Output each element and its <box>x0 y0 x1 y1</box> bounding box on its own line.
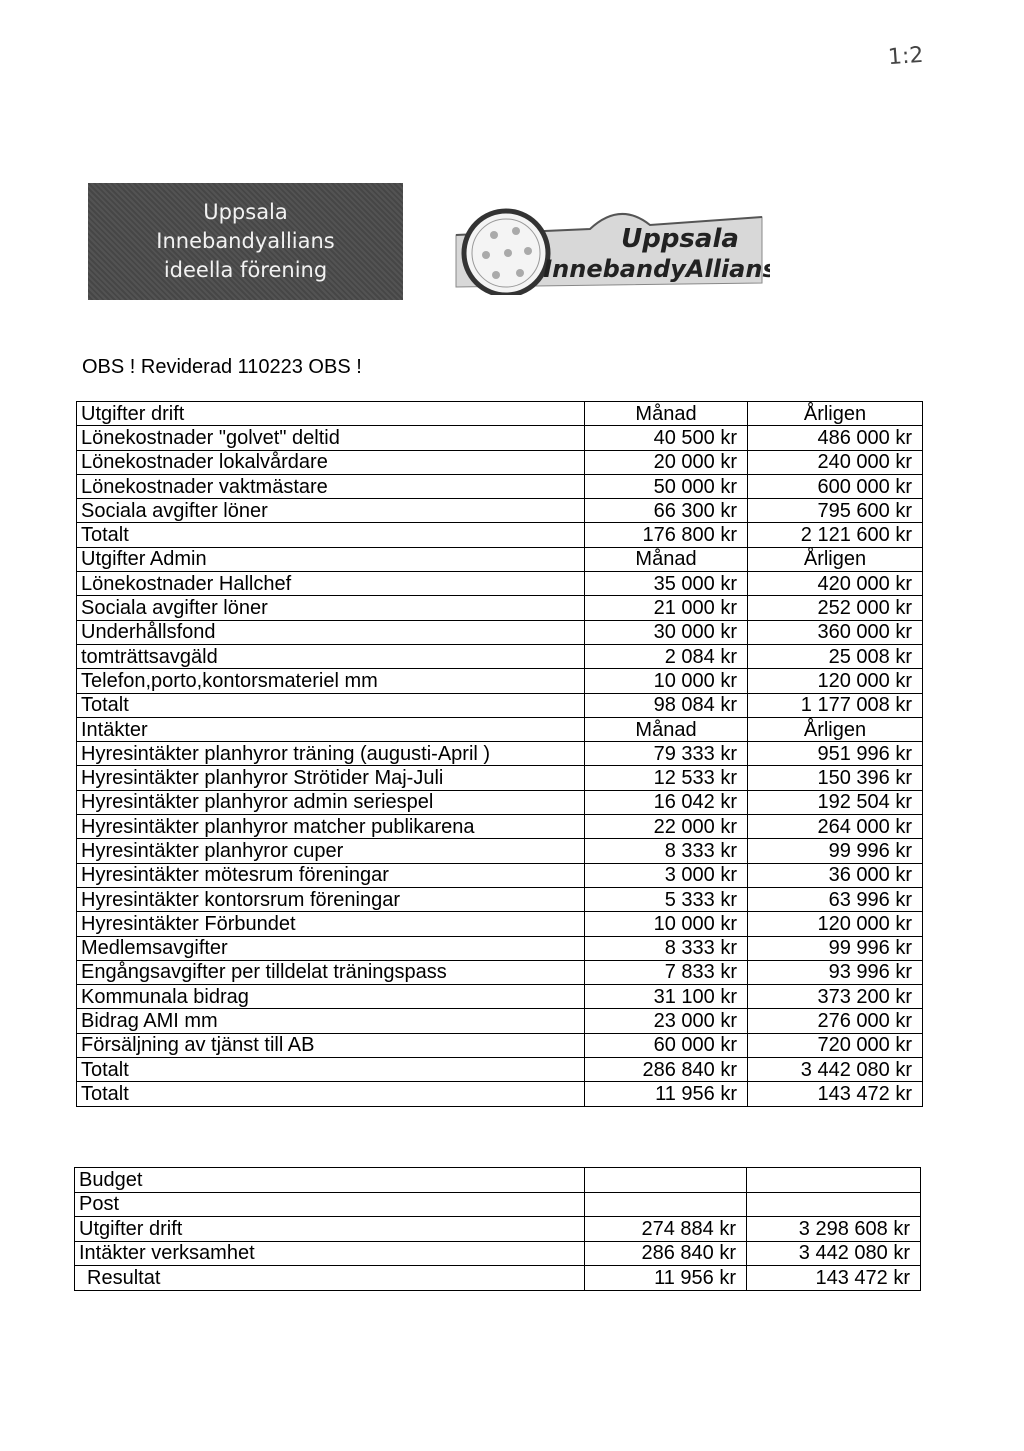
row-monthly: 23 000 kr <box>585 1009 748 1033</box>
budget-row-yearly: 3 298 608 kr <box>747 1217 921 1242</box>
total-row-monthly: 176 800 kr <box>585 523 748 547</box>
row-monthly: 79 333 kr <box>585 742 748 766</box>
table-row <box>77 815 923 839</box>
budget-result-yearly: 143 472 kr <box>747 1266 921 1291</box>
header-row-label: Intäkter <box>77 717 585 741</box>
total-row-yearly: 143 472 kr <box>748 1082 923 1106</box>
table-row <box>77 620 923 644</box>
budget-row-label: Utgifter drift <box>75 1217 585 1242</box>
row-label: Försäljning av tjänst till AB <box>77 1033 585 1057</box>
row-monthly: 22 000 kr <box>585 815 748 839</box>
budget-result-row <box>75 1266 921 1291</box>
row-yearly: 99 996 kr <box>748 839 923 863</box>
row-monthly: 12 533 kr <box>585 766 748 790</box>
row-yearly: 240 000 kr <box>748 450 923 474</box>
row-label: Telefon,porto,kontorsmateriel mm <box>77 669 585 693</box>
table-row <box>77 985 923 1009</box>
row-yearly: 252 000 kr <box>748 596 923 620</box>
row-label: Hyresintäkter planhyror Strötider Maj-Juli <box>77 766 585 790</box>
row-monthly: 50 000 kr <box>585 474 748 498</box>
table-row <box>77 790 923 814</box>
row-monthly: 60 000 kr <box>585 1033 748 1057</box>
budget-post-row <box>75 1192 921 1217</box>
row-monthly: 10 000 kr <box>585 669 748 693</box>
header-row-yearly: Årligen <box>748 717 923 741</box>
row-yearly: 120 000 kr <box>748 669 923 693</box>
row-monthly: 2 084 kr <box>585 644 748 668</box>
budget-title: Budget <box>75 1168 585 1193</box>
table-row <box>77 644 923 668</box>
row-monthly: 8 333 kr <box>585 936 748 960</box>
budget-row <box>75 1217 921 1242</box>
row-label: Lönekostnader Hallchef <box>77 572 585 596</box>
header-row-yearly: Årligen <box>748 547 923 571</box>
budget-post-label: Post <box>75 1192 585 1217</box>
table-row <box>77 742 923 766</box>
table-row <box>77 1033 923 1057</box>
row-yearly: 25 008 kr <box>748 644 923 668</box>
table-row <box>77 450 923 474</box>
row-yearly: 600 000 kr <box>748 474 923 498</box>
header-row-yearly: Årligen <box>748 402 923 426</box>
row-label: Engångsavgifter per tilldelat träningspass <box>77 960 585 984</box>
row-monthly: 20 000 kr <box>585 450 748 474</box>
header-row-label: Utgifter drift <box>77 402 585 426</box>
revision-notice: OBS ! Reviderad 110223 OBS ! <box>82 356 362 378</box>
total-row-monthly: 98 084 kr <box>585 693 748 717</box>
row-yearly: 486 000 kr <box>748 426 923 450</box>
row-monthly: 7 833 kr <box>585 960 748 984</box>
table-row <box>77 1009 923 1033</box>
row-yearly: 276 000 kr <box>748 1009 923 1033</box>
budget-row-label: Intäkter verksamhet <box>75 1241 585 1266</box>
row-monthly: 8 333 kr <box>585 839 748 863</box>
row-yearly: 36 000 kr <box>748 863 923 887</box>
row-label: tomträttsavgäld <box>77 644 585 668</box>
row-yearly: 420 000 kr <box>748 572 923 596</box>
row-label: Hyresintäkter planhyror cuper <box>77 839 585 863</box>
row-label: Hyresintäkter kontorsrum föreningar <box>77 887 585 911</box>
row-yearly: 93 996 kr <box>748 960 923 984</box>
row-monthly: 30 000 kr <box>585 620 748 644</box>
row-label: Kommunala bidrag <box>77 985 585 1009</box>
row-yearly: 360 000 kr <box>748 620 923 644</box>
row-yearly: 192 504 kr <box>748 790 923 814</box>
header-row-label: Utgifter Admin <box>77 547 585 571</box>
logo-line-1: Uppsala <box>203 200 288 224</box>
row-monthly: 5 333 kr <box>585 887 748 911</box>
row-monthly: 21 000 kr <box>585 596 748 620</box>
section-header-row <box>77 547 923 571</box>
budget-title-row <box>75 1168 921 1193</box>
cost-income-table <box>76 401 923 1107</box>
budget-result-monthly: 11 956 kr <box>585 1266 747 1291</box>
table-row <box>77 960 923 984</box>
row-monthly: 10 000 kr <box>585 912 748 936</box>
row-yearly: 264 000 kr <box>748 815 923 839</box>
row-monthly: 3 000 kr <box>585 863 748 887</box>
budget-row <box>75 1241 921 1266</box>
section-total-row <box>77 693 923 717</box>
total-row-yearly: 3 442 080 kr <box>748 1058 923 1082</box>
row-monthly: 31 100 kr <box>585 985 748 1009</box>
logo-line-3: ideella förening <box>163 258 328 282</box>
budget-row-monthly: 274 884 kr <box>585 1217 747 1242</box>
table-row <box>77 766 923 790</box>
header-row-monthly: Månad <box>585 717 748 741</box>
section-total-row <box>77 1082 923 1106</box>
row-yearly: 795 600 kr <box>748 499 923 523</box>
row-yearly: 720 000 kr <box>748 1033 923 1057</box>
handwritten-page-note: 1:2 <box>887 42 925 71</box>
row-label: Hyresintäkter planhyror admin seriespel <box>77 790 585 814</box>
budget-row-monthly: 286 840 kr <box>585 1241 747 1266</box>
innebandy-allians-logo <box>450 195 770 295</box>
row-yearly: 951 996 kr <box>748 742 923 766</box>
total-row-yearly: 2 121 600 kr <box>748 523 923 547</box>
row-monthly: 40 500 kr <box>585 426 748 450</box>
logo-line-2: Innebandyallians <box>156 229 335 253</box>
row-yearly: 99 996 kr <box>748 936 923 960</box>
section-header-row <box>77 402 923 426</box>
logo-word-innebandyallians: InnebandyAllians <box>543 255 770 283</box>
logo-word-uppsala: Uppsala <box>621 224 739 254</box>
row-yearly: 120 000 kr <box>748 912 923 936</box>
budget-result-label: Resultat <box>75 1266 585 1291</box>
total-row-label: Totalt <box>77 693 585 717</box>
table-row <box>77 596 923 620</box>
table-row <box>77 572 923 596</box>
row-label: Sociala avgifter löner <box>77 596 585 620</box>
row-label: Hyresintäkter planhyror matcher publikarena <box>77 815 585 839</box>
association-logo-box <box>88 183 403 300</box>
row-label: Hyresintäkter mötesrum föreningar <box>77 863 585 887</box>
total-row-label: Totalt <box>77 1082 585 1106</box>
row-label: Lönekostnader lokalvårdare <box>77 450 585 474</box>
table-row <box>77 669 923 693</box>
budget-summary-table <box>74 1167 921 1291</box>
table-row <box>77 863 923 887</box>
section-total-row <box>77 1058 923 1082</box>
total-row-monthly: 286 840 kr <box>585 1058 748 1082</box>
row-label: Lönekostnader "golvet" deltid <box>77 426 585 450</box>
header-row-monthly: Månad <box>585 547 748 571</box>
row-label: Lönekostnader vaktmästare <box>77 474 585 498</box>
row-yearly: 373 200 kr <box>748 985 923 1009</box>
row-yearly: 150 396 kr <box>748 766 923 790</box>
header-row-monthly: Månad <box>585 402 748 426</box>
table-row <box>77 887 923 911</box>
row-monthly: 66 300 kr <box>585 499 748 523</box>
table-row <box>77 499 923 523</box>
row-label: Hyresintäkter planhyror träning (augusti-April ) <box>77 742 585 766</box>
table-row <box>77 474 923 498</box>
floorball-logo-graphic <box>450 195 770 295</box>
table-row <box>77 839 923 863</box>
row-monthly: 16 042 kr <box>585 790 748 814</box>
total-row-yearly: 1 177 008 kr <box>748 693 923 717</box>
row-label: Medlemsavgifter <box>77 936 585 960</box>
row-label: Bidrag AMI mm <box>77 1009 585 1033</box>
row-label: Sociala avgifter löner <box>77 499 585 523</box>
table-row <box>77 936 923 960</box>
table-row <box>77 912 923 936</box>
section-total-row <box>77 523 923 547</box>
total-row-label: Totalt <box>77 523 585 547</box>
row-monthly: 35 000 kr <box>585 572 748 596</box>
row-yearly: 63 996 kr <box>748 887 923 911</box>
section-header-row <box>77 717 923 741</box>
budget-row-yearly: 3 442 080 kr <box>747 1241 921 1266</box>
total-row-monthly: 11 956 kr <box>585 1082 748 1106</box>
table-row <box>77 426 923 450</box>
row-label: Hyresintäkter Förbundet <box>77 912 585 936</box>
total-row-label: Totalt <box>77 1058 585 1082</box>
row-label: Underhållsfond <box>77 620 585 644</box>
